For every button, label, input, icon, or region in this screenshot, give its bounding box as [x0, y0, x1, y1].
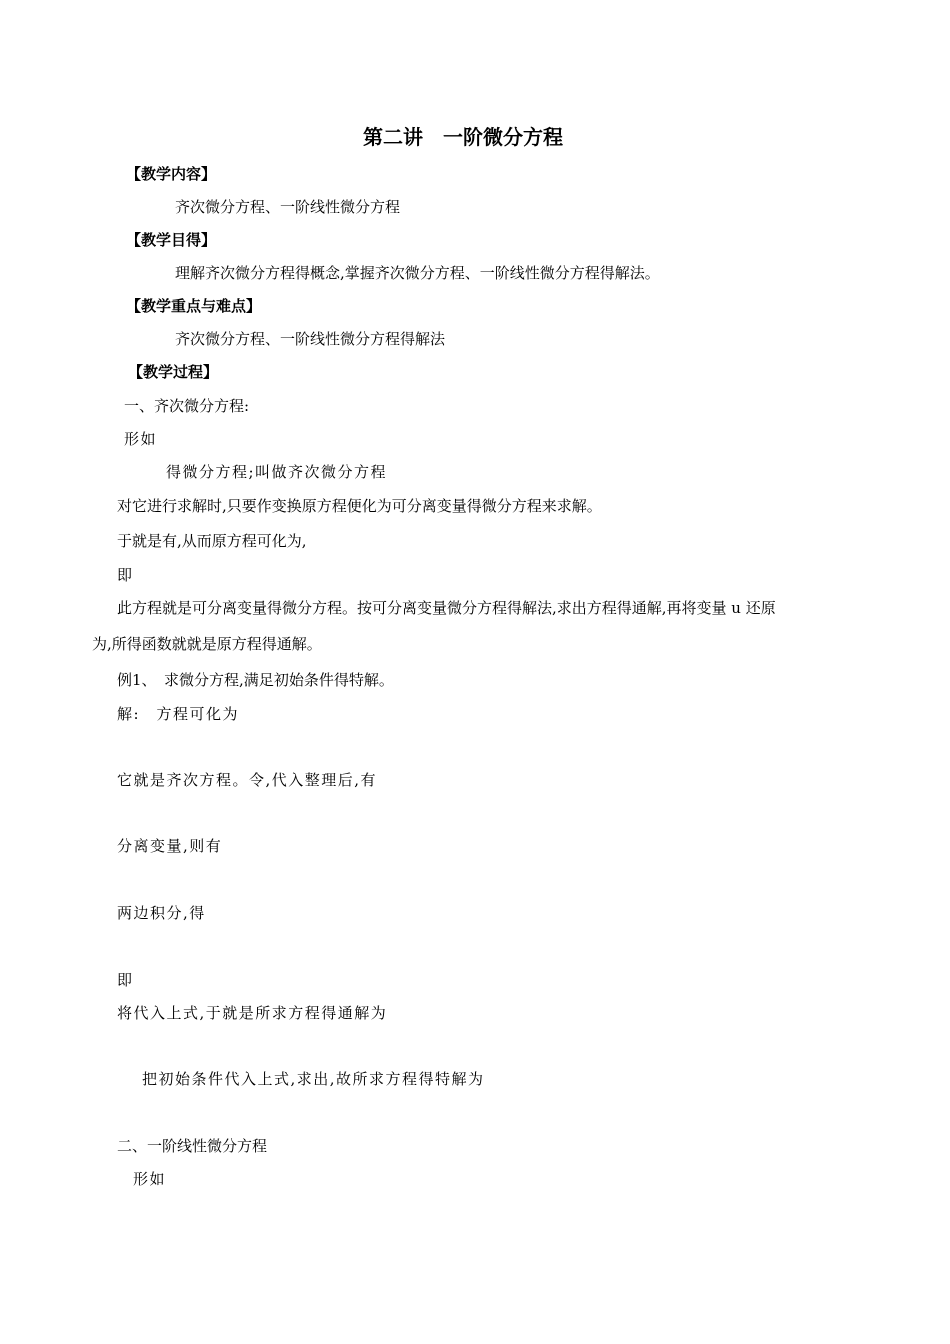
example-1: 例1、 求微分方程,满足初始条件得特解。 — [117, 671, 394, 689]
step-integrate: 两边积分,得 — [117, 904, 206, 922]
teaching-goal-text: 理解齐次微分方程得概念,掌握齐次微分方程、一阶线性微分方程得解法。 — [175, 264, 660, 282]
ji-line-1: 即 — [117, 566, 133, 584]
key-points-text: 齐次微分方程、一阶线性微分方程得解法 — [175, 330, 446, 348]
section-1-title: 一、齐次微分方程: — [124, 397, 250, 415]
substitution-line: 于就是有,从而原方程可化为, — [117, 532, 307, 550]
teaching-content-heading: 【教学内容】 — [126, 165, 217, 183]
solve-intro: 对它进行求解时,只要作变换原方程便化为可分离变量得微分方程来求解。 — [117, 497, 602, 515]
step-general-solution: 将代入上式,于就是所求方程得通解为 — [117, 1004, 388, 1022]
step-homogeneous: 它就是齐次方程。令,代入整理后,有 — [117, 771, 378, 789]
ji-line-2: 即 — [117, 971, 133, 989]
teaching-content-text: 齐次微分方程、一阶线性微分方程 — [175, 198, 401, 216]
form-label-1: 形如 — [124, 430, 158, 448]
key-points-heading: 【教学重点与难点】 — [126, 297, 262, 315]
step-separate: 分离变量,则有 — [117, 837, 223, 855]
definition-line: 得微分方程;叫做齐次微分方程 — [166, 463, 388, 481]
section-2-title: 二、一阶线性微分方程 — [117, 1137, 268, 1155]
form-label-2: 形如 — [133, 1170, 167, 1188]
solution-start: 解: 方程可化为 — [117, 705, 240, 723]
paragraph-line-2: 为,所得函数就就是原方程得通解。 — [92, 635, 322, 653]
page-title: 第二讲 一阶微分方程 — [363, 125, 563, 149]
teaching-process-heading: 【教学过程】 — [128, 363, 219, 381]
paragraph-line-1: 此方程就是可分离变量得微分方程。按可分离变量微分方程得解法,求出方程得通解,再将变量 u 还原 — [117, 599, 776, 617]
step-particular-solution: 把初始条件代入上式,求出,故所求方程得特解为 — [142, 1070, 485, 1088]
teaching-goal-heading: 【教学目得】 — [126, 231, 217, 249]
